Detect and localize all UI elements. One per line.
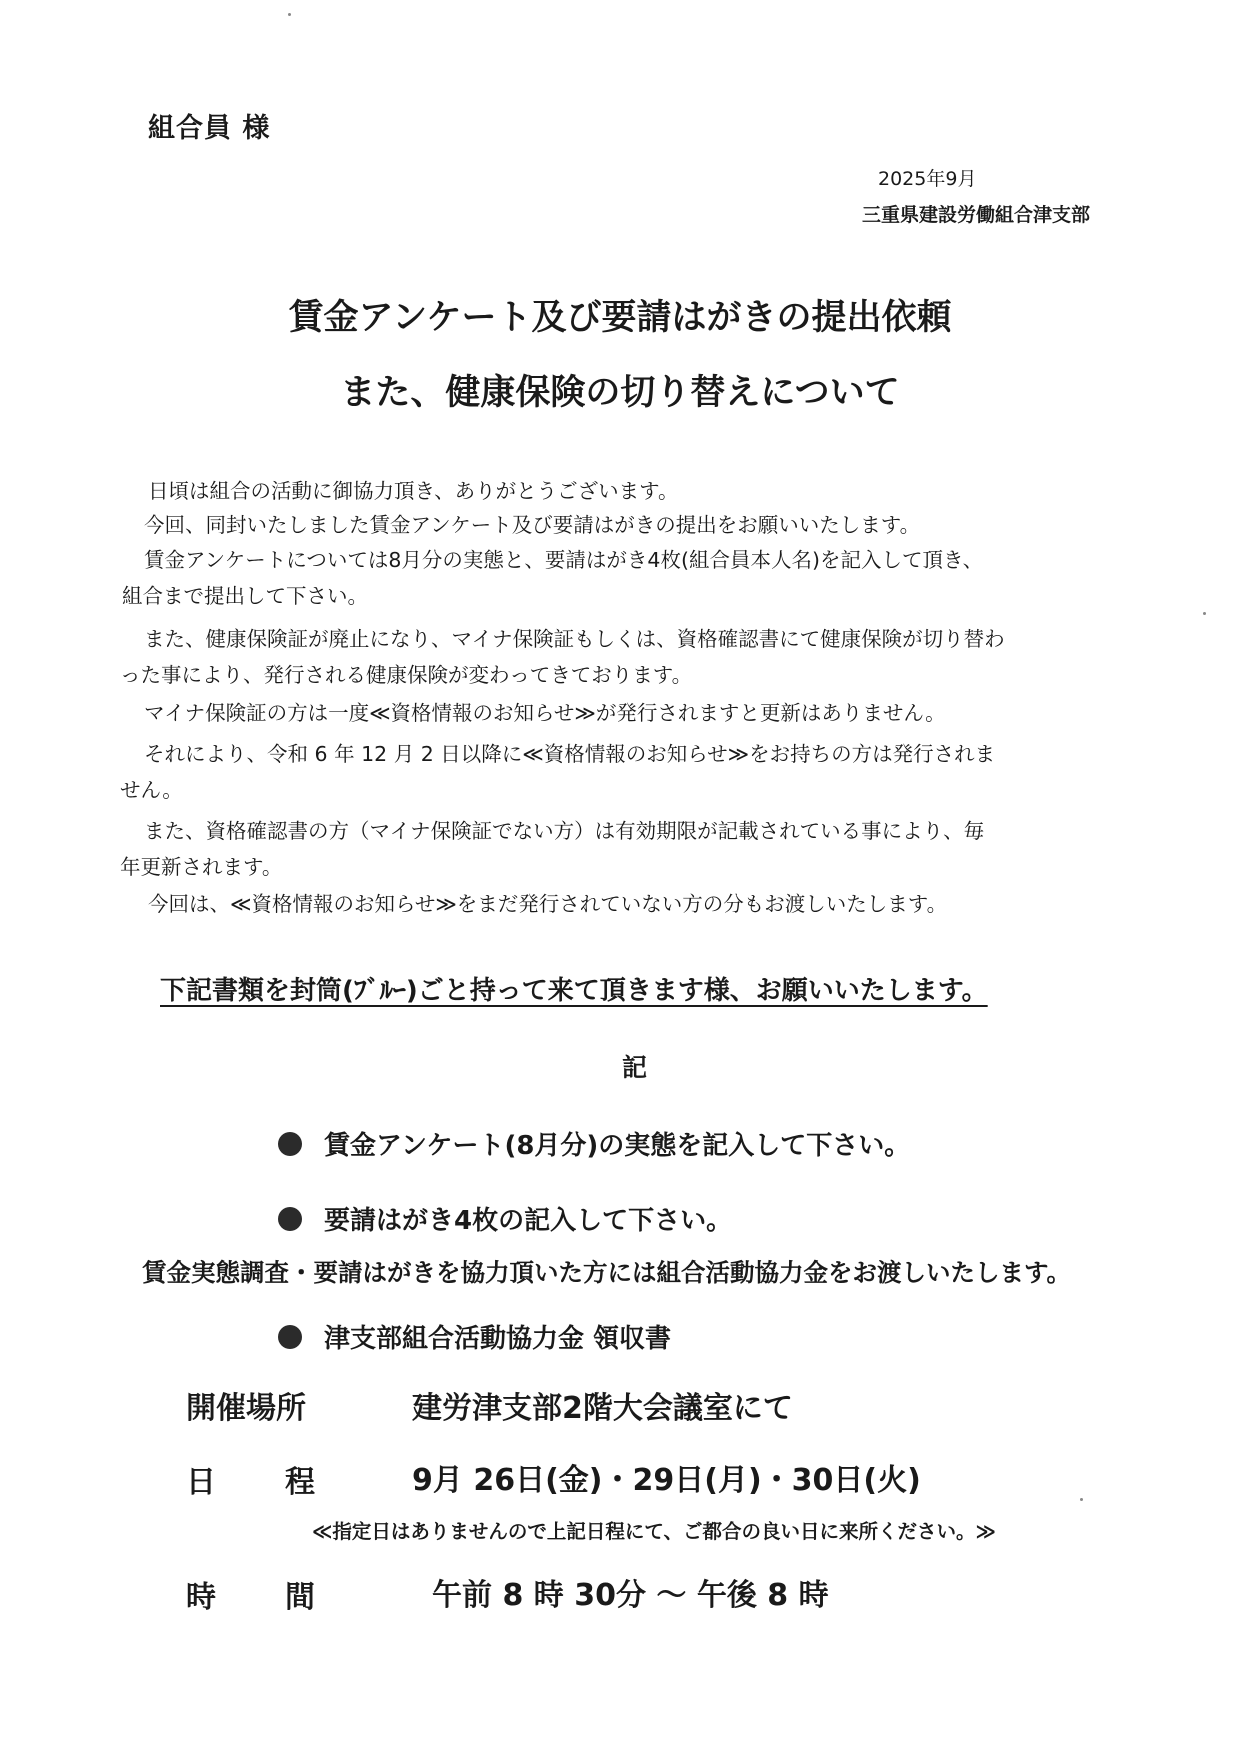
time-label-2: 間 [285,1580,315,1615]
list-item [278,1200,732,1237]
scan-speck [1203,612,1206,615]
body-line: 今回は、≪資格情報のお知らせ≫をまだ発行されていない方の分もお渡しいたします。 [148,892,948,916]
bullet-icon [278,1132,302,1156]
payment-note: 賃金実態調査・要請はがきを協力頂いた方には組合活動協力金をお渡しいたします。 [142,1258,1072,1287]
list-item [278,1318,671,1355]
schedule-label-2: 程 [285,1465,315,1500]
body-line: 年更新されます。 [120,855,283,879]
body-line: 日頃は組合の活動に御協力頂き、ありがとうございます。 [148,479,679,503]
schedule-value: 9月 26日(金)・29日(月)・30日(火) [412,1463,921,1498]
time-value: 午前 8 時 30分 ～ 午後 8 時 [432,1578,829,1613]
body-line: せん。 [120,778,183,802]
venue-label: 開催場所 [186,1391,306,1426]
bullet-icon [278,1207,302,1231]
body-line: また、健康保険証が廃止になり、マイナ保険証もしくは、資格確認書にて健康保険が切り替わ [144,627,1005,651]
body-line: 賃金アンケートについては8月分の実態と、要請はがき4枚(組合員本人名)を記入して頂き、 [144,548,984,572]
document-subtitle: また、健康保険の切り替えについて [340,373,900,413]
venue-value: 建労津支部2階大会議室にて [412,1391,793,1426]
body-line: 今回、同封いたしました賃金アンケート及び要請はがきの提出をお願いいたします。 [144,513,921,537]
list-item-text: 津支部組合活動協力金 領収書 [324,1324,672,1354]
scan-speck [1080,1498,1083,1501]
body-line: また、資格確認書の方（マイナ保険証でない方）は有効期限が記載されている事により、毎 [144,819,985,843]
organization-name: 三重県建設労働組合津支部 [862,204,1091,226]
body-line: マイナ保険証の方は一度≪資格情報のお知らせ≫が発行されますと更新はありません。 [144,701,946,725]
schedule-note: ≪指定日はありませんので上記日程にて、ご都合の良い日に来所ください。≫ [312,1520,996,1543]
list-item-text: 要請はがき4枚の記入して下さい。 [324,1206,733,1236]
body-line: 組合まで提出して下さい。 [122,584,368,608]
schedule-label-1: 日 [186,1465,216,1500]
scan-speck [288,13,291,16]
addressee: 組合員 様 [148,113,271,144]
bullet-icon [278,1325,302,1349]
document-title: 賃金アンケート及び要請はがきの提出依頼 [288,298,952,338]
body-line: った事により、発行される健康保険が変わってきております。 [120,663,693,687]
issue-date: 2025年9月 [878,168,977,190]
ki-heading: 記 [622,1053,648,1082]
list-item [278,1125,910,1162]
request-notice: 下記書類を封筒(ﾌﾞﾙｰ)ごと持って来て頂きます様、お願いいたします。 [160,976,988,1006]
body-line: それにより、令和 6 年 12 月 2 日以降に≪資格情報のお知らせ≫をお持ちの方は発行されま [144,742,996,766]
list-item-text: 賃金アンケート(8月分)の実態を記入して下さい。 [324,1131,911,1161]
time-label-1: 時 [186,1580,216,1615]
